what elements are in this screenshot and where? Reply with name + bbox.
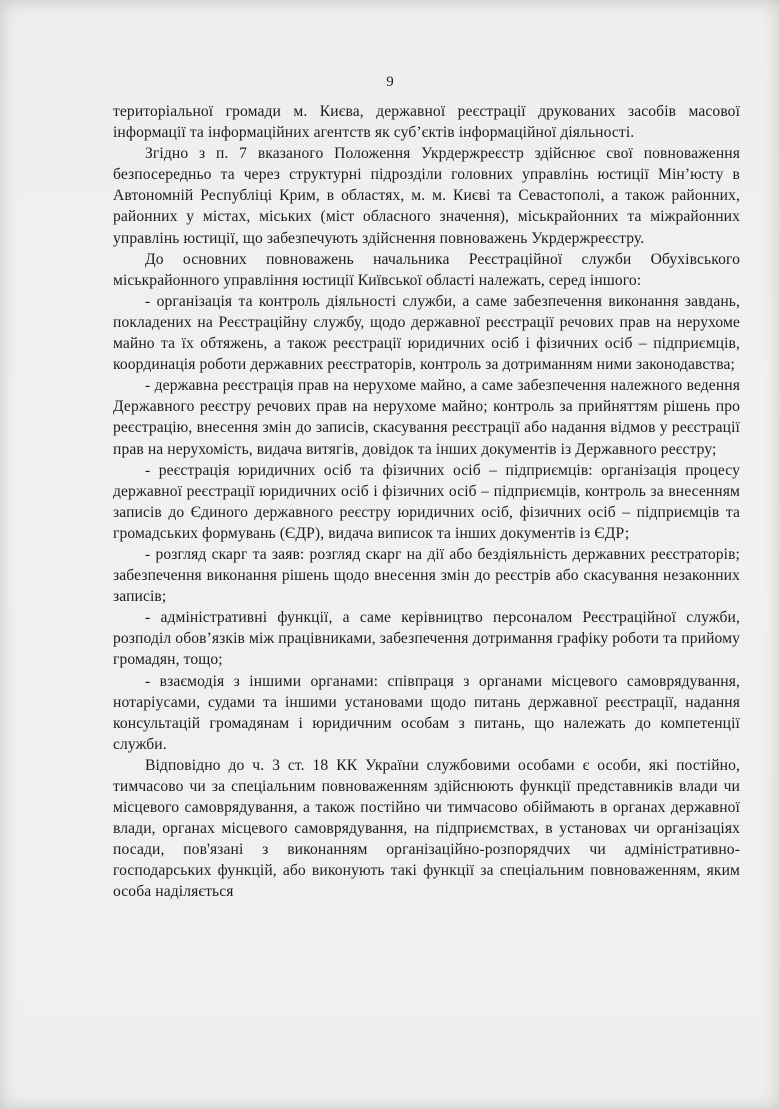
list-item-legal-entities: - реєстрація юридичних осіб та фізичних осіб – підприємців: організація процесу державної реєстрації юридичних осіб і фізичних осіб – підприємців, контроль за внесенням записів до Єдиного державного реєстру юридичних осіб, фізичних осіб – підприємців та громадських формувань (ЄДР), видача виписок та інших документів із ЄДР;: [113, 461, 740, 542]
paragraph-criminal-code: Відповідно до ч. 3 ст. 18 КК України службовими особами є особи, які постійно, тимчасово чи за спеціальним повноваженням здійснюють функції представників влади чи місцевого самоврядування, а також постійно чи тимчасово обіймають в органах державної влади, органах місцевого самоврядування, на підприємствах, в установах чи організаціях посади, пов'язані з виконанням організаційно-розпорядчих чи адміністративно-господарських функцій, або виконують такі функції за спеціальним повноваженням, яким особа наділяється: [113, 756, 740, 901]
list-item-complaints: - розгляд скарг та заяв: розгляд скарг на дії або бездіяльність державних реєстраторів; забезпечення виконання рішень щодо внесення змін до реєстрів або скасування незаконних записів;: [113, 545, 740, 606]
paragraph-regulation: Згідно з п. 7 вказаного Положення Укрдержреєстр здійснює свої повноваження безпосередньо та через структурні підрозділи головних управлінь юстиції Мін’юсту в Автономній Республіці Крим, в областях, м. м. Києві та Севастополі, а також районних, районних у містах, міських (міст обласного значення), міськрайонних та міжрайонних управлінь юстиції, що забезпечують здійснення повноважень Укрдержреєстру.: [113, 145, 740, 247]
page-number: 9: [386, 74, 394, 90]
list-item-cooperation: - взаємодія з іншими органами: співпраця з органами місцевого самоврядування, нотаріусами, судами та іншими установами щодо питань державної реєстрації, надання консультацій громадянам і юридичним особам з питань, що належать до компетенції служби.: [113, 672, 740, 753]
list-item-property-registration: - державна реєстрація прав на нерухоме майно, а саме забезпечення належного ведення Державного реєстру речових прав на нерухоме майно; контроль за прийняттям рішень про реєстрацію, внесення змін до записів, скасування реєстрації або надання відмов у реєстрації прав на нерухомість, видача витягів, довідок та інших документів із Державного реєстру;: [113, 377, 740, 458]
document-body: [113, 101, 740, 903]
paragraph-powers-intro: До основних повноважень начальника Реєстраційної служби Обухівського міськрайонного управління юстиції Київської області належать, серед іншого:: [113, 250, 740, 289]
paragraph-continuation: територіальної громади м. Києва, державної реєстрації друкованих засобів масової інформації та інформаційних агентств як суб’єктів інформаційної діяльності.: [113, 103, 740, 142]
list-item-administrative: - адміністративні функції, а саме керівництво персоналом Реєстраційної служби, розподіл обов’язків між працівниками, забезпечення дотримання графіку роботи та прийому громадян, тощо;: [113, 609, 740, 669]
list-item-organization: - організація та контроль діяльності служби, а саме забезпечення виконання завдань, покладених на Реєстраційну службу, щодо державної реєстрації речових прав на нерухоме майно та їх обтяжень, а також реєстрації юридичних осіб і фізичних осіб – підприємців, координація роботи державних реєстраторів, контроль за дотриманням ними законодавства;: [113, 292, 740, 374]
